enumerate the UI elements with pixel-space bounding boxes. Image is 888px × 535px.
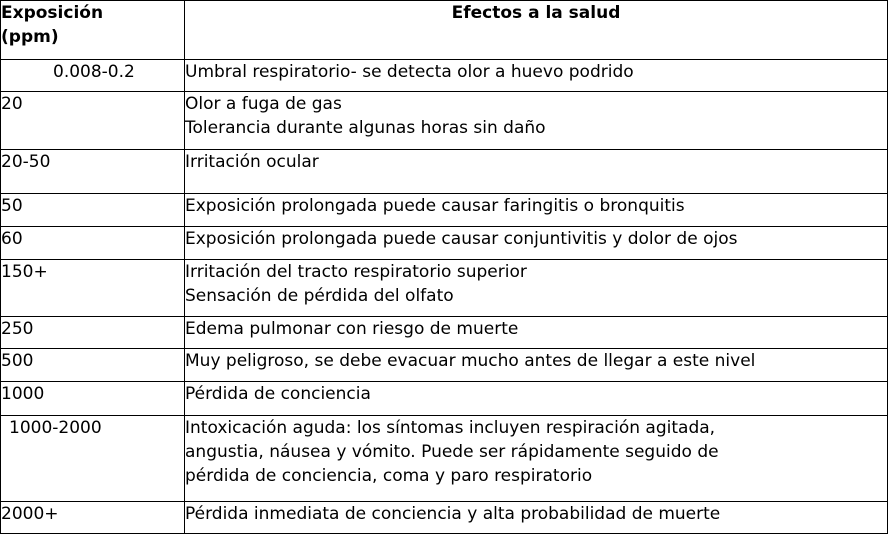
effect-cell <box>185 382 888 416</box>
table-row <box>1 193 888 227</box>
effect-line: Edema pulmonar con riesgo de muerte <box>185 318 519 339</box>
effect-cell <box>185 91 888 149</box>
ppm-cell: 20-50 <box>1 149 185 193</box>
effect-line: Sensación de pérdida del olfato <box>185 285 454 306</box>
effects-column-header: Efectos a la salud <box>185 1 888 60</box>
ppm-cell: 1000-2000 <box>1 415 185 502</box>
table-row <box>1 60 888 92</box>
table-row <box>1 382 888 416</box>
effect-line: Intoxicación aguda: los síntomas incluyen respiración agitada, <box>185 417 716 438</box>
ppm-cell: 20 <box>1 91 185 149</box>
table-row <box>1 91 888 149</box>
exposure-column-header <box>1 1 185 60</box>
effect-cell <box>185 259 888 316</box>
table-row <box>1 227 888 260</box>
effect-cell <box>185 349 888 382</box>
effect-line: Pérdida de conciencia <box>185 384 371 405</box>
table-row <box>1 316 888 349</box>
table-row <box>1 502 888 534</box>
effect-line: angustia, náusea y vómito. Puede ser rápidamente seguido de <box>185 441 719 462</box>
ppm-cell: 50 <box>1 193 185 227</box>
ppm-cell: 0.008-0.2 <box>1 60 185 92</box>
effect-line: Pérdida inmediata de conciencia y alta probabilidad de muerte <box>185 504 721 525</box>
effect-line: Exposición prolongada puede causar faringitis o bronquitis <box>185 195 685 216</box>
table-body <box>1 60 888 534</box>
effect-cell <box>185 60 888 92</box>
ppm-cell: 500 <box>1 349 185 382</box>
effect-line: Muy peligroso, se debe evacuar mucho antes de llegar a este nivel <box>185 351 756 372</box>
effect-line: pérdida de conciencia, coma y paro respiratorio <box>185 465 593 486</box>
effect-cell <box>185 227 888 260</box>
table-row <box>1 149 888 193</box>
ppm-cell: 150+ <box>1 259 185 316</box>
table-header-row <box>1 1 888 60</box>
effect-line: Olor a fuga de gas <box>185 93 342 114</box>
table-row <box>1 349 888 382</box>
effect-line: Tolerancia durante algunas horas sin daño <box>185 117 546 138</box>
effect-line: Umbral respiratorio- se detecta olor a huevo podrido <box>185 62 634 82</box>
ppm-cell: 250 <box>1 316 185 349</box>
effect-line: Exposición prolongada puede causar conjuntivitis y dolor de ojos <box>185 229 738 250</box>
exposure-header-line1: Exposición <box>1 3 104 23</box>
exposure-header-line2: (ppm) <box>1 27 59 47</box>
effect-cell <box>185 415 888 502</box>
effect-cell <box>185 502 888 534</box>
effect-line: Irritación ocular <box>185 151 319 172</box>
ppm-cell: 1000 <box>1 382 185 416</box>
ppm-cell: 60 <box>1 227 185 260</box>
effect-cell <box>185 316 888 349</box>
effect-cell <box>185 149 888 193</box>
effect-line: Irritación del tracto respiratorio superior <box>185 261 527 282</box>
table-row <box>1 259 888 316</box>
table-row <box>1 415 888 502</box>
effect-cell <box>185 193 888 227</box>
ppm-cell: 2000+ <box>1 502 185 534</box>
